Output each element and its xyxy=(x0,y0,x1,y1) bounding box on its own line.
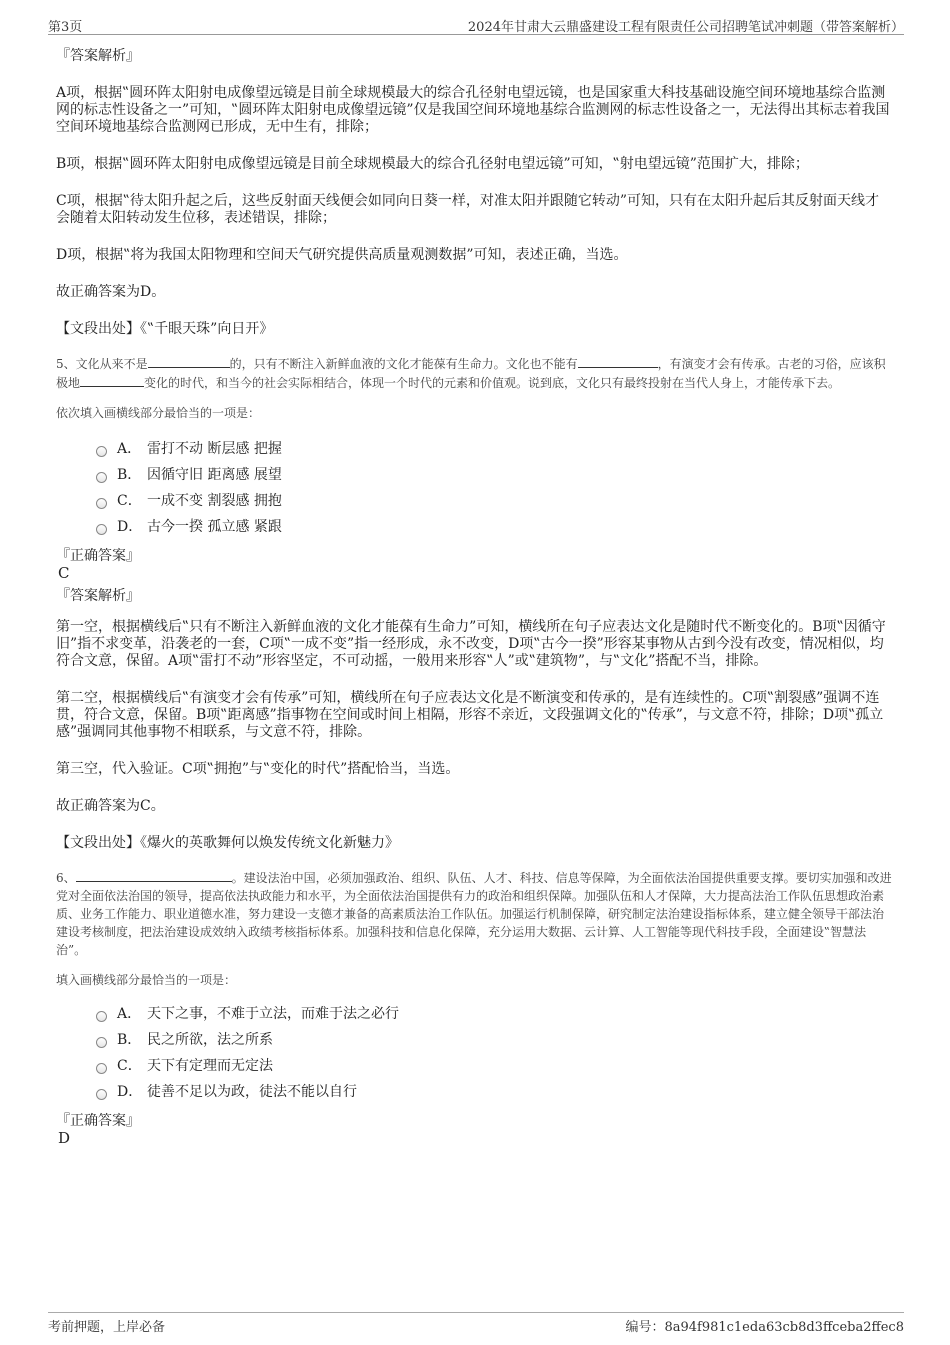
analysis-label: 『答案解析』 xyxy=(56,48,140,64)
correct-answer-label: 『正确答案』 xyxy=(56,548,140,564)
radio-icon[interactable] xyxy=(96,1063,107,1074)
correct-answer-label: 『正确答案』 xyxy=(56,1113,140,1129)
question-5-prompt: 依次填入画横线部分最恰当的一项是： xyxy=(56,406,261,420)
fill-blank xyxy=(148,354,230,368)
option-d[interactable]: D． 徒善不足以为政，徒法不能以自行 xyxy=(56,1079,892,1105)
document-title: 2024年甘肃大云鼎盛建设工程有限责任公司招聘笔试冲刺题（带答案解析） xyxy=(467,20,904,35)
radio-icon[interactable] xyxy=(96,446,107,457)
fill-blank xyxy=(80,373,144,387)
analysis-conclusion: 故正确答案为D。 xyxy=(56,284,166,300)
document-id: 编号：8a94f981c1eda63cb8d3ffceba2ffec8 xyxy=(625,1320,904,1335)
radio-icon[interactable] xyxy=(96,1089,107,1100)
analysis-para-a: A项，根据‟圆环阵太阳射电成像望远镜是目前全球规模最大的综合孔径射电望远镜，也是国家重大科技基础设施空间环境地基综合监测网的标志性设备之一”可知，‟圆环阵太阳射电成像望远镜”仅是我国空间环境地基综合监测网的标志性设备之一，无法得出其标志着我国空间环境地基综合监测网已形成，无中生有，排除； xyxy=(56,85,890,135)
page-number: 第3页 xyxy=(48,20,83,35)
analysis-para-d: D项，根据‟将为我国太阳物理和空间天气研究提供高质量观测数据”可知，表述正确，当选。 xyxy=(56,247,628,263)
radio-icon[interactable] xyxy=(96,498,107,509)
option-a[interactable]: A． 雷打不动 断层感 把握 xyxy=(56,436,892,462)
question-6-options xyxy=(56,1001,892,1105)
question-6-prompt: 填入画横线部分最恰当的一项是： xyxy=(56,973,237,987)
radio-icon[interactable] xyxy=(96,524,107,535)
correct-answer: D xyxy=(58,1129,71,1147)
fill-blank xyxy=(578,354,658,368)
option-c[interactable]: C． 一成不变 割裂感 拥抱 xyxy=(56,488,892,514)
option-a[interactable]: A． 天下之事，不难于立法，而难于法之必行 xyxy=(56,1001,892,1027)
correct-answer: C xyxy=(58,564,70,582)
option-d[interactable]: D． 古今一揆 孤立感 紧跟 xyxy=(56,514,892,540)
source-citation: 【文段出处】《‟千眼天珠”向日开》 xyxy=(56,321,274,337)
question-6-text: 6、 。建设法治中国，必须加强政治、组织、队伍、人才、科技、信息等保障，为全面依法治国提供重要支撑。要切实加强和改进党对全面依法治国的领导，提高依法执政能力和水平，为全面依法治国提供有力的政治和组织保障。加强队伍和人才保障，大力提高法治工作队伍思想政治素质、业务工作能力、职业道德水准，努力建设一支德才兼备的高素质法治工作队伍。加强运行机制保障，研究制定法治建设指标体系，建立健全领导干部法治建设考核制度，把法治建设成效纳入政绩考核指标体系。加强科技和信息化保障，充分运用大数据、云计算、人工智能等现代科技手段，全面建设‟智慧法治”。 xyxy=(56,868,892,959)
analysis-label: 『答案解析』 xyxy=(56,588,140,604)
analysis-para-1: 第一空，根据横线后‟只有不断注入新鲜血液的文化才能葆有生命力”可知，横线所在句子应表达文化是随时代不断变化的。B项‟因循守旧”指不求变革，沿袭老的一套，C项‟一成不变”指一经形成，永不改变，D项‟古今一揆”形容某事物从古到今没有改变，情况相似，均符合文意，保留。A项‟雷打不动”形容坚定，不可动摇，一般用来形容‟人”或‟建筑物”，与‟文化”搭配不当，排除。 xyxy=(56,619,886,669)
analysis-conclusion: 故正确答案为C。 xyxy=(56,798,165,814)
footer-slogan: 考前押题，上岸必备 xyxy=(48,1320,166,1335)
radio-icon[interactable] xyxy=(96,1037,107,1048)
analysis-para-b: B项，根据‟圆环阵太阳射电成像望远镜是目前全球规模最大的综合孔径射电望远镜”可知，‟射电望远镜”范围扩大，排除； xyxy=(56,156,809,172)
option-b[interactable]: B． 因循守旧 距离感 展望 xyxy=(56,462,892,488)
page-footer xyxy=(48,1312,904,1337)
radio-icon[interactable] xyxy=(96,472,107,483)
analysis-para-3: 第三空，代入验证。C项‟拥抱”与‟变化的时代”搭配恰当，当选。 xyxy=(56,761,460,777)
question-5-text: 5、文化从来不是 的，只有不断注入新鲜血液的文化才能葆有生命力。文化也不能有 ，有演变才会有传承。古老的习俗，应该积极地 变化的时代，和当今的社会实际相结合，体现一个时代的元素和价值观。说到底，文化只有最终投射在当代人身上，才能传承下去。 xyxy=(56,354,892,392)
page-content xyxy=(56,44,892,1147)
radio-icon[interactable] xyxy=(96,1011,107,1022)
page-header xyxy=(48,14,904,35)
question-5-options xyxy=(56,436,892,540)
option-b[interactable]: B． 民之所欲，法之所系 xyxy=(56,1027,892,1053)
option-c[interactable]: C． 天下有定理而无定法 xyxy=(56,1053,892,1079)
source-citation: 【文段出处】《爆火的英歌舞何以焕发传统文化新魅力》 xyxy=(56,835,399,851)
fill-blank xyxy=(76,868,232,882)
analysis-para-c: C项，根据‟待太阳升起之后，这些反射面天线便会如同向日葵一样，对准太阳并跟随它转动”可知，只有在太阳升起后其反射面天线才会随着太阳转动发生位移，表述错误，排除； xyxy=(56,193,880,226)
analysis-para-2: 第二空，根据横线后‟有演变才会有传承”可知，横线所在句子应表达文化是不断演变和传承的，是有连续性的。C项‟割裂感”强调不连贯，符合文意，保留。B项‟距离感”指事物在空间或时间上相隔，形容不亲近，文段强调文化的‟传承”，与文意不符，排除；D项‟孤立感”强调同其他事物不相联系，与文意不符，排除。 xyxy=(56,690,884,740)
